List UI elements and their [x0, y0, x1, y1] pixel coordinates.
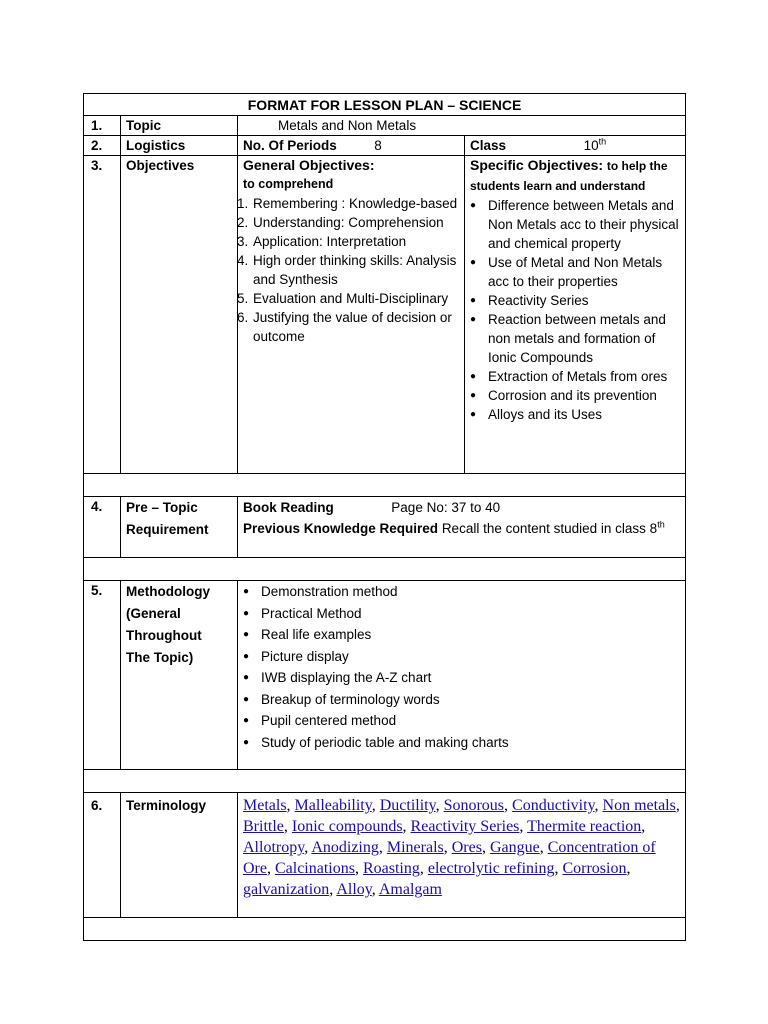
periods-cell — [238, 136, 465, 156]
methodology-item — [243, 689, 680, 711]
terminology-link[interactable]: Reactivity Series — [410, 818, 520, 835]
spacer-cell — [84, 770, 686, 793]
terminology-link[interactable]: Roasting — [362, 860, 420, 877]
bullet-icon: ● — [243, 715, 250, 726]
bullet-icon: ● — [470, 295, 477, 306]
terminology-content — [238, 793, 686, 918]
bullet-icon: ● — [243, 586, 250, 597]
specific-objective-item — [470, 196, 680, 253]
bullet-icon: ● — [470, 200, 477, 211]
terminology-link[interactable]: Conductivity — [512, 797, 595, 814]
terminology-link[interactable]: Calcinations — [274, 860, 355, 877]
terminology-link[interactable]: Malleability — [294, 797, 372, 814]
item-text: Reactivity Series — [488, 293, 589, 308]
row-number: 2. — [84, 136, 121, 156]
terminology-list: Metals, Malleability, Ductility, Sonorous, Conductivity, Non metals, Brittle, Ionic compounds, Reactivity Series, Thermite reaction, Allotropy, Anodizing, Minerals, Ores, Gangue, Concentration of Ore, Calcinations, Roasting, electrolytic refining, Corrosion, galvanization, Alloy, Amalgam — [243, 797, 680, 898]
terminology-link[interactable]: Corrosion — [562, 860, 627, 877]
bullet-icon: ● — [470, 314, 477, 325]
methodology-item — [243, 581, 680, 603]
item-text: Study of periodic table and making charts — [261, 734, 509, 750]
spacer-row — [84, 770, 686, 793]
bullet-icon: ● — [243, 607, 250, 619]
item-number: 1. — [237, 196, 249, 211]
class-value: 10 — [583, 138, 599, 153]
specific-objective-item — [470, 253, 680, 291]
methodology-item — [243, 603, 680, 625]
methodology-label-line: The Topic) — [126, 650, 194, 665]
row-number: 3. — [84, 156, 121, 474]
item-number: 5. — [237, 291, 249, 306]
general-objectives-heading: General Objectives: — [243, 157, 375, 173]
row-number: 4. — [84, 497, 121, 558]
spacer-row — [84, 918, 686, 941]
previous-knowledge-text: Recall the content studied in class 8 — [441, 521, 658, 536]
general-objective-item — [237, 232, 459, 251]
terminology-link[interactable]: Amalgam — [378, 881, 442, 898]
bullet-icon: ● — [470, 371, 477, 382]
terminology-link[interactable]: Ionic compounds — [291, 818, 403, 835]
item-text: Use of Metal and Non Metals acc to their properties — [488, 255, 663, 289]
methodology-list — [243, 581, 680, 753]
general-objectives-cell — [238, 156, 465, 474]
item-text: Pupil centered method — [261, 713, 397, 728]
general-objectives-list — [237, 194, 459, 346]
spacer-row — [84, 474, 686, 497]
spacer-cell — [84, 474, 686, 497]
item-number: 6. — [237, 310, 249, 325]
pre-topic-label — [121, 497, 238, 558]
bullet-icon: ● — [470, 390, 477, 401]
specific-objective-item — [470, 386, 680, 405]
logistics-row — [84, 136, 686, 156]
terminology-link[interactable]: Alloy — [336, 881, 372, 898]
general-objective-item — [237, 289, 459, 308]
page-numbers: Page No: 37 to 40 — [391, 500, 501, 515]
methodology-content — [238, 581, 686, 770]
methodology-row — [84, 581, 686, 770]
general-objective-item — [237, 308, 459, 346]
item-number: 2. — [237, 215, 249, 230]
topic-row — [84, 116, 686, 136]
book-reading-label: Book Reading — [243, 500, 334, 515]
terminology-label: Terminology — [121, 793, 238, 918]
periods-label: No. Of Periods — [243, 138, 337, 153]
topic-label: Topic — [121, 116, 238, 136]
terminology-link[interactable]: Anodizing — [311, 839, 379, 856]
item-text: Application: Interpretation — [253, 234, 407, 249]
item-text: Breakup of terminology words — [261, 691, 440, 707]
row-number: 5. — [84, 581, 121, 770]
specific-objectives-heading: Specific Objectives: — [470, 157, 604, 173]
terminology-link[interactable]: Gangue — [489, 839, 540, 856]
methodology-label — [121, 581, 238, 770]
item-text: Picture display — [261, 648, 349, 664]
item-text: Extraction of Metals from ores — [488, 369, 668, 384]
specific-objective-item — [470, 405, 680, 424]
bullet-icon: ● — [243, 693, 250, 705]
item-text: Understanding: Comprehension — [253, 215, 444, 230]
bullet-icon: ● — [470, 409, 477, 420]
document-title: FORMAT FOR LESSON PLAN – SCIENCE — [84, 94, 686, 116]
terminology-link[interactable]: Ores — [451, 839, 482, 856]
item-text: High order thinking skills: Analysis and Synthesis — [253, 253, 457, 287]
terminology-link[interactable]: Allotropy — [243, 839, 305, 856]
row-number: 1. — [84, 116, 121, 136]
item-text: Real life examples — [261, 627, 372, 642]
methodology-item — [243, 710, 680, 732]
terminology-link[interactable]: Thermite reaction — [527, 818, 642, 835]
general-objective-item — [237, 194, 459, 213]
item-text: Alloys and its Uses — [488, 407, 603, 422]
class-cell — [465, 136, 686, 156]
methodology-item — [243, 646, 680, 668]
terminology-link[interactable]: Minerals — [386, 839, 444, 856]
item-text: Evaluation and Multi-Disciplinary — [253, 291, 449, 306]
specific-objectives-cell — [465, 156, 686, 474]
terminology-link[interactable]: Brittle — [243, 818, 284, 835]
title-row — [84, 94, 686, 116]
specific-objectives-sub: to help the students learn and understand — [470, 159, 668, 193]
item-text: Difference between Metals and Non Metals acc to their physical and chemical property — [488, 198, 679, 251]
row-number: 6. — [84, 793, 121, 918]
methodology-label-line: Methodology — [126, 584, 210, 599]
item-text: Justifying the value of decision or outcome — [253, 310, 452, 344]
class-label: Class — [470, 138, 507, 153]
logistics-label: Logistics — [121, 136, 238, 156]
bullet-icon: ● — [470, 257, 477, 268]
methodology-label-line: Throughout — [126, 628, 202, 643]
item-text: Practical Method — [261, 605, 362, 621]
specific-objective-item — [470, 367, 680, 386]
general-objective-item — [237, 213, 459, 232]
pre-topic-label-line: Pre – Topic — [126, 500, 198, 515]
pre-topic-content — [238, 497, 686, 558]
previous-knowledge-label: Previous Knowledge Required — [243, 521, 439, 536]
item-text: Remembering : Knowledge-based — [253, 196, 458, 211]
spacer-cell — [84, 558, 686, 581]
bullet-icon: ● — [243, 672, 250, 683]
terminology-row — [84, 793, 686, 918]
objectives-label: Objectives — [121, 156, 238, 474]
item-text: Demonstration method — [261, 584, 398, 599]
terminology-link[interactable]: Concentration of Ore — [243, 839, 656, 877]
terminology-link[interactable]: Non metals — [602, 797, 676, 814]
terminology-link[interactable]: Metals — [243, 797, 287, 814]
methodology-label-line: (General — [126, 606, 181, 621]
item-number: 3. — [237, 234, 249, 249]
bullet-icon: ● — [243, 736, 250, 748]
terminology-link[interactable]: Sonorous — [443, 797, 505, 814]
pre-topic-label-line: Requirement — [126, 522, 209, 537]
class-superscript: th — [598, 136, 607, 147]
item-text: IWB displaying the A-Z chart — [261, 670, 432, 685]
bullet-icon: ● — [243, 650, 250, 662]
spacer-row — [84, 558, 686, 581]
periods-value: 8 — [374, 138, 382, 153]
general-objective-item — [237, 251, 459, 289]
item-text: Corrosion and its prevention — [488, 388, 657, 403]
topic-value: Metals and Non Metals — [238, 116, 686, 136]
objectives-row — [84, 156, 686, 474]
spacer-cell — [84, 918, 686, 941]
lesson-plan-table — [83, 93, 686, 941]
terminology-link[interactable]: galvanization — [243, 881, 330, 898]
methodology-item — [243, 732, 680, 754]
pre-topic-row — [84, 497, 686, 558]
specific-objective-item — [470, 291, 680, 310]
specific-objectives-list — [470, 196, 680, 424]
general-objectives-sub: to comprehend — [243, 177, 334, 191]
item-text: Reaction between metals and non metals and formation of Ionic Compounds — [488, 312, 666, 365]
methodology-item — [243, 667, 680, 689]
item-number: 4. — [237, 253, 249, 268]
terminology-link[interactable]: electrolytic refining — [427, 860, 555, 877]
terminology-link[interactable]: Ductility — [379, 797, 436, 814]
bullet-icon: ● — [243, 629, 250, 640]
specific-objective-item — [470, 310, 680, 367]
methodology-item — [243, 624, 680, 646]
class-superscript: th — [657, 519, 665, 530]
